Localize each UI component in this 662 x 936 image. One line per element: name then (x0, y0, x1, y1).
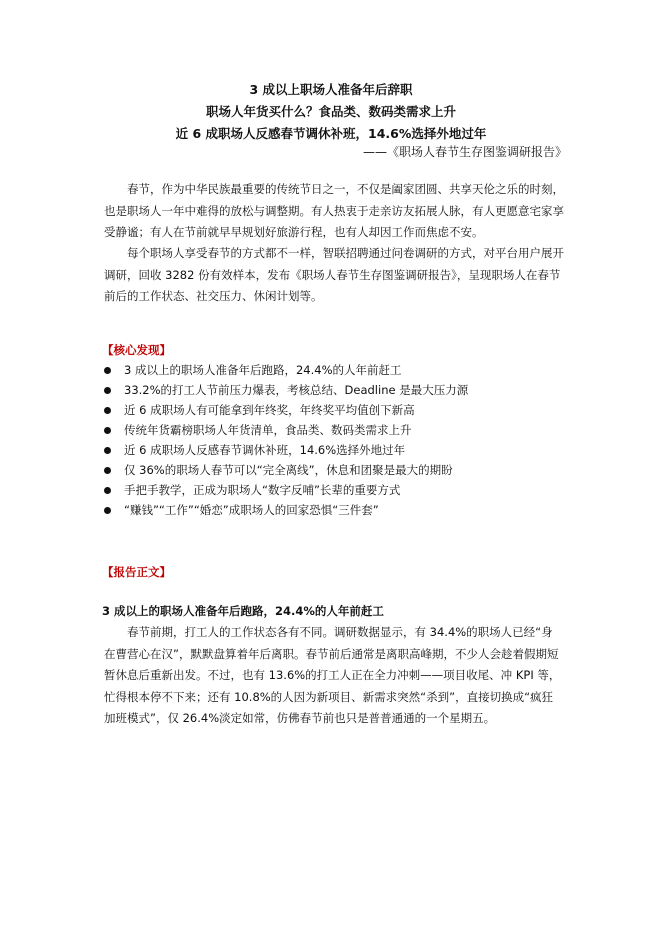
list-item (104, 400, 574, 420)
finding-text: 传统年货霸榜职场人年货清单，食品类、数码类需求上升 (124, 423, 412, 437)
report-label: 【报告正文】 (102, 565, 171, 579)
finding-text: 手把手教学，正成为职场人“数字反哺”长辈的重要方式 (124, 483, 401, 497)
findings-label: 【核心发现】 (102, 343, 171, 357)
report-subheading: 3 成以上的职场人准备年后跑路，24.4%的人年前赶工 (102, 604, 384, 618)
bullet-icon (104, 507, 111, 514)
finding-text: 仅 36%的职场人春节可以“完全离线”，休息和团聚是最大的期盼 (124, 463, 453, 477)
bullet-icon (104, 447, 111, 454)
bullet-icon (104, 407, 111, 414)
intro-paragraph-1: 春节，作为中华民族最重要的传统节日之一，不仅是阖家团圆、共享天伦之乐的时刻，也是职场人一年中难得的放松与调整期。有人热衷于走亲访友拓展人脉，有人更愿意宅家享受静谧；有人在节前就早早规划好旅游行程，也有人却因工作而焦虑不安。 (104, 182, 564, 239)
title-line-1: 3 成以上职场人准备年后辞职 (249, 82, 413, 97)
finding-text: “赚钱”“工作”“婚恋”成职场人的回家恐惧“三件套” (124, 503, 379, 517)
finding-text: 近 6 成职场人反感春节调休补班，14.6%选择外地过年 (124, 443, 406, 457)
list-item (104, 500, 574, 520)
findings-list (104, 360, 574, 520)
list-item (104, 440, 574, 460)
report-source: ——《职场人春节生存图鉴调研报告》 (362, 145, 567, 159)
list-item (104, 460, 574, 480)
list-item (104, 360, 574, 380)
title-block (95, 80, 567, 146)
finding-text: 33.2%的打工人节前压力爆表，考核总结、Deadline 是最大压力源 (124, 383, 469, 397)
list-item (104, 480, 574, 500)
intro-paragraph-2: 每个职场人享受春节的方式都不一样，智联招聘通过问卷调研的方式，对平台用户展开调研，回收 3282 份有效样本，发布《职场人春节生存图鉴调研报告》，呈现职场人在春节前后的工作状态、社交压力、休闲计划等。 (104, 246, 564, 303)
finding-text: 近 6 成职场人有可能拿到年终奖，年终奖平均值创下新高 (124, 403, 415, 417)
bullet-icon (104, 487, 111, 494)
bullet-icon (104, 387, 111, 394)
finding-text: 3 成以上的职场人准备年后跑路，24.4%的人年前赶工 (124, 363, 402, 377)
title-line-2: 职场人年货买什么？食品类、数码类需求上升 (205, 104, 456, 119)
list-item (104, 380, 574, 400)
bullet-icon (104, 467, 111, 474)
list-item (104, 420, 574, 440)
title-line-3: 近 6 成职场人反感春节调休补班，14.6%选择外地过年 (175, 126, 487, 141)
bullet-icon (104, 367, 111, 374)
bullet-icon (104, 427, 111, 434)
report-paragraph: 春节前期，打工人的工作状态各有不同。调研数据显示，有 34.4%的职场人已经“身在曹营心在汉”，默默盘算着年后离职。春节前后通常是离职高峰期，不少人会趁着假期短暂休息后重新出发。不过，也有 13.6%的打工人正在全力冲刺——项目收尾、冲 KPI 等，忙得根本停不下来；还有 10.8%的人因为新项目、新需求突然“杀到”，直接切换成“疯狂加班模式”，仅 26.4%淡定如常，仿佛春节前也只是普普通通的一个星期五。 (104, 625, 561, 725)
